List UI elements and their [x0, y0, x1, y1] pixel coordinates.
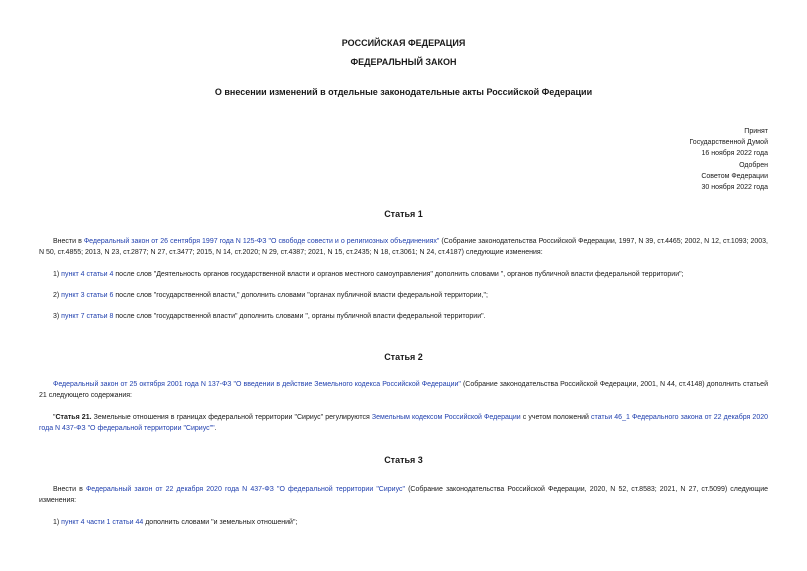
item-number: 1): [53, 519, 62, 526]
text: Земельные отношения в границах федеральной территории "Сириус" регулируются: [91, 414, 372, 421]
article-21-label: Статья 21.: [55, 414, 92, 421]
text: (Собрание законодательства Российской Федерации, 2001, N 44, ст.4148) дополнить статьей 21 следующего содержания:: [39, 381, 768, 400]
article-3-item-1: [39, 517, 768, 528]
item-number: 2): [53, 292, 62, 299]
adoption-line: 30 ноября 2022 года: [701, 184, 768, 192]
article-2-quote: [39, 412, 768, 435]
clause-link[interactable]: пункт 3 статьи 6: [61, 292, 114, 299]
adoption-line: Государственной Думой: [689, 139, 768, 147]
clause-link[interactable]: пункт 4 части 1 статьи 44: [61, 519, 144, 526]
article-1-intro: [39, 236, 768, 259]
article-3-intro: [39, 484, 768, 507]
article-2-intro: [39, 379, 768, 402]
law-link[interactable]: Федеральный закон от 22 декабря 2020 года N 437-ФЗ "О федеральной территории "Сириус": [85, 486, 405, 493]
adoption-line: 16 ноября 2022 года: [701, 150, 768, 158]
article-1-item-2: [39, 290, 768, 301]
article-2-heading: Статья 2: [384, 352, 423, 362]
article-3-heading: Статья 3: [384, 455, 423, 465]
article-1-heading: Статья 1: [384, 209, 423, 219]
item-number: 3): [53, 313, 62, 320]
law-link[interactable]: статьи 46_1 Федерального закона от 22 декабря 2020 года N 437-ФЗ "О федеральной территории "Сириус"": [39, 414, 768, 433]
item-number: 1): [53, 271, 62, 278]
text: ": [53, 414, 56, 421]
text: дополнить словами "и земельных отношений";: [143, 519, 298, 526]
law-link[interactable]: Федеральный закон от 26 сентября 1997 года N 125-ФЗ "О свободе совести и о религиозных объединениях": [83, 238, 440, 245]
code-link[interactable]: Земельным кодексом Российской Федерации: [371, 414, 521, 421]
clause-link[interactable]: пункт 7 статьи 8: [61, 313, 114, 320]
adoption-line: Советом Федерации: [701, 172, 768, 180]
country-heading: РОССИЙСКАЯ ФЕДЕРАЦИЯ: [341, 38, 466, 48]
text: после слов "государственной власти" дополнить словами ", органы публичной власти федеральной территории".: [113, 313, 486, 320]
article-1-item-1: [39, 269, 768, 280]
text: (Собрание законодательства Российской Федерации, 1997, N 39, ст.4465; 2002, N 12, ст.1093; 2003, N 50, ст.4855; 2013, N 23, ст.2877; N 27, ст.3477; 2015, N 14, ст.2020; N 29, ст.4387; 2021, N 15, ст.2435; N 18, ст.3061; N 24, ст.4187) следующие изменения:: [39, 238, 768, 257]
clause-link[interactable]: пункт 4 статьи 4: [61, 271, 114, 278]
document-title: О внесении изменений в отдельные законодательные акты Российской Федерации: [214, 87, 593, 97]
adoption-line: Одобрен: [739, 161, 768, 169]
adoption-block: [568, 126, 768, 193]
text: .: [214, 425, 217, 433]
law-link[interactable]: Федеральный закон от 25 октября 2001 года N 137-ФЗ "О введении в действие Земельного кодекса Российской Федерации": [53, 381, 461, 388]
text: после слов "Деятельность органов государственной власти и органов местного самоуправления" дополнить словами ", органов публичной власти федеральной территории";: [113, 271, 684, 278]
doc-type-heading: ФЕДЕРАЛЬНЫЙ ЗАКОН: [350, 57, 457, 67]
article-1-item-3: [39, 311, 768, 322]
text: с учетом положений: [520, 414, 592, 421]
text: Внести в: [53, 238, 84, 245]
text: после слов "государственной власти," дополнить словами "органах публичной власти федеральной территории,";: [113, 292, 488, 299]
text: Внести в: [53, 486, 86, 493]
adoption-line: Принят: [744, 128, 768, 135]
text: (Собрание законодательства Российской Федерации, 2020, N 52, ст.8583; 2021, N 27, ст.5099) следующие изменения:: [39, 486, 768, 505]
